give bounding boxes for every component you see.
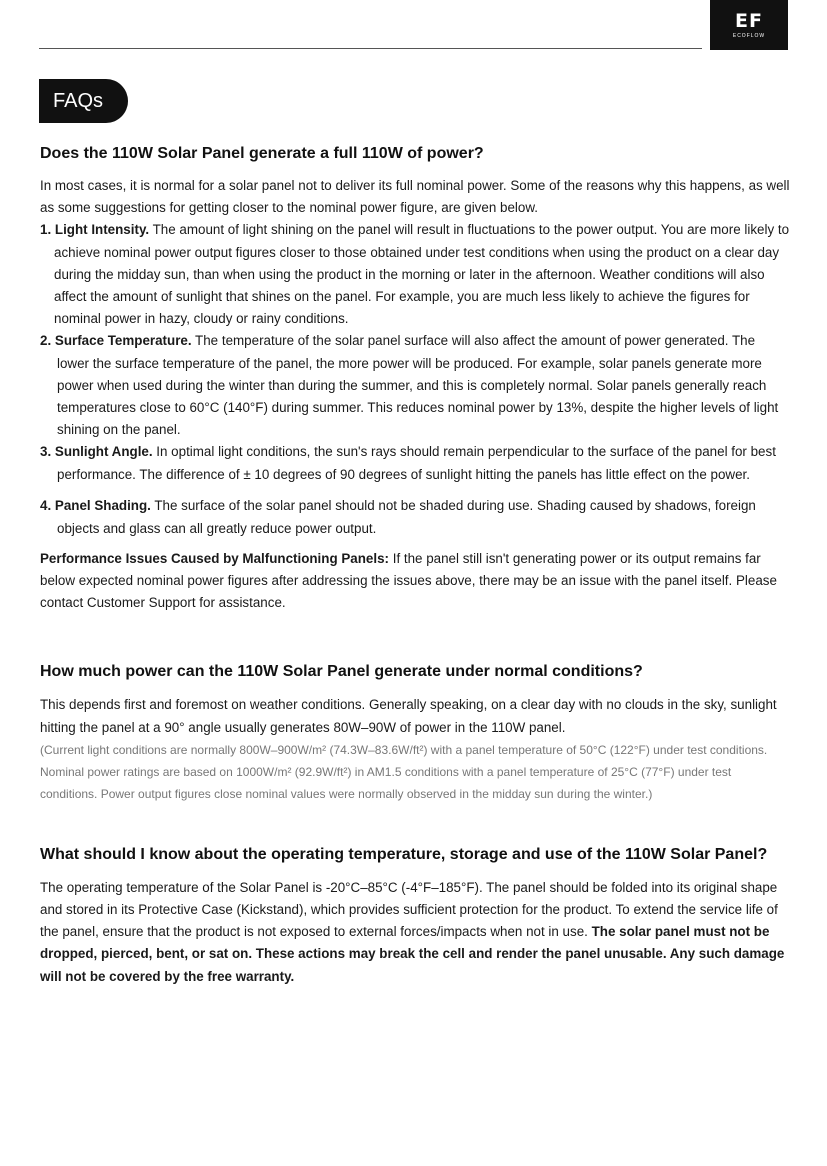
- faq-section-2: [40, 660, 790, 804]
- performance-label: Performance Issues Caused by Malfunctioning Panels:: [40, 550, 389, 566]
- header-rule: [39, 48, 702, 49]
- question-title: Does the 110W Solar Panel generate a full 110W of power?: [40, 145, 484, 162]
- answer-body: This depends first and foremost on weather conditions. Generally speaking, on a clear day with no clouds in the sky, sunlight hitting the panel at a 90° angle usually generates 80W–90W of power in the 110W panel.: [40, 697, 777, 735]
- faq-section-3: [40, 843, 790, 988]
- logo-mark: EF: [735, 9, 763, 32]
- faq-section-1: [40, 142, 790, 614]
- answer-text: The operating temperature of the Solar Panel is -20°C–85°C (-4°F–185°F). The panel should be folded into its original shape and stored in its Protective Case (Kickstand), which provides sufficient protection for the product. To extend the service life of the panel, ensure that the product is not exposed to external forces/impacts when not in use.: [40, 879, 778, 940]
- item-text: The amount of light shining on the panel will result in fluctuations to the power output. You are more likely to achieve nominal power output figures closer to those obtained under test conditions when using the product on a clear day during the midday sun, than when using the product in the morning or later in the afternoon. Weather conditions will also affect the amount of sunlight that shines on the panel. For example, you are much less likely to achieve the figures for nominal power in hazy, cloudy or rainy conditions.: [54, 222, 790, 327]
- reasons-list: [40, 219, 790, 540]
- item-label: 4. Panel Shading.: [40, 497, 151, 513]
- logo-text: ECOFLOW: [732, 32, 766, 39]
- item-text: In optimal light conditions, the sun's rays should remain perpendicular to the surface of the panel for best performance. The difference of ± 10 degrees of 90 degrees of sunlight hitting the panels has little effect on the power.: [57, 444, 776, 482]
- item-text: The surface of the solar panel should not be shaded during use. Shading caused by shadows, foreign objects and glass can all greatly reduce power output.: [57, 497, 756, 537]
- item-label: 3. Sunlight Angle.: [40, 444, 153, 460]
- performance-note: [40, 548, 790, 615]
- item-label: 2. Surface Temperature.: [40, 333, 192, 349]
- performance-text: If the panel still isn't generating power or its output remains far below expected nominal power figures after addressing the issues above, there may be an issue with the panel itself. Please contact Customer Support for assistance.: [40, 550, 777, 611]
- answer-note: (Current light conditions are normally 800W–900W/m² (74.3W–83.6W/ft²) with a panel temperature of 50°C (122°F) under test conditions. Nominal power ratings are based on 1000W/m² (92.9W/ft²) in AM1.5 conditions with a panel temperature of 25°C (77°F) under test conditions. Power output figures close nominal values were normally observed in the midday sun during the winter.): [40, 742, 768, 801]
- list-item: [40, 330, 790, 441]
- item-label: 1. Light Intensity.: [40, 222, 150, 238]
- question-title: What should I know about the operating temperature, storage and use of the 110W Solar Panel?: [40, 845, 768, 863]
- list-item: [40, 494, 790, 541]
- answer-body: [40, 877, 790, 988]
- question-title: How much power can the 110W Solar Panel generate under normal conditions?: [40, 663, 643, 681]
- item-text: The temperature of the solar panel surface will also affect the amount of power generated. The lower the surface temperature of the panel, the more power will be produced. For example, solar panels generate more power when used during the winter than during the summer, and this is completely normal. Solar panels generally reach temperatures close to 60°C (140°F) during summer. This reduces nominal power by 13%, despite the higher levels of light shining on the panel.: [57, 333, 779, 438]
- ecoflow-logo: [710, 0, 788, 50]
- answer-intro: In most cases, it is normal for a solar panel not to deliver its full nominal power. Some of the reasons why this happens, as well as some suggestions for getting closer to the nominal power figure, are given below.: [40, 178, 790, 216]
- faqs-badge: FAQs: [39, 79, 128, 123]
- list-item: [40, 219, 790, 330]
- faq-content: [40, 142, 790, 988]
- list-item: [40, 441, 790, 485]
- warning-text: The solar panel must not be dropped, pierced, bent, or sat on. These actions may break the cell and render the panel unusable. Any such damage will not be covered by the free warranty.: [40, 924, 785, 984]
